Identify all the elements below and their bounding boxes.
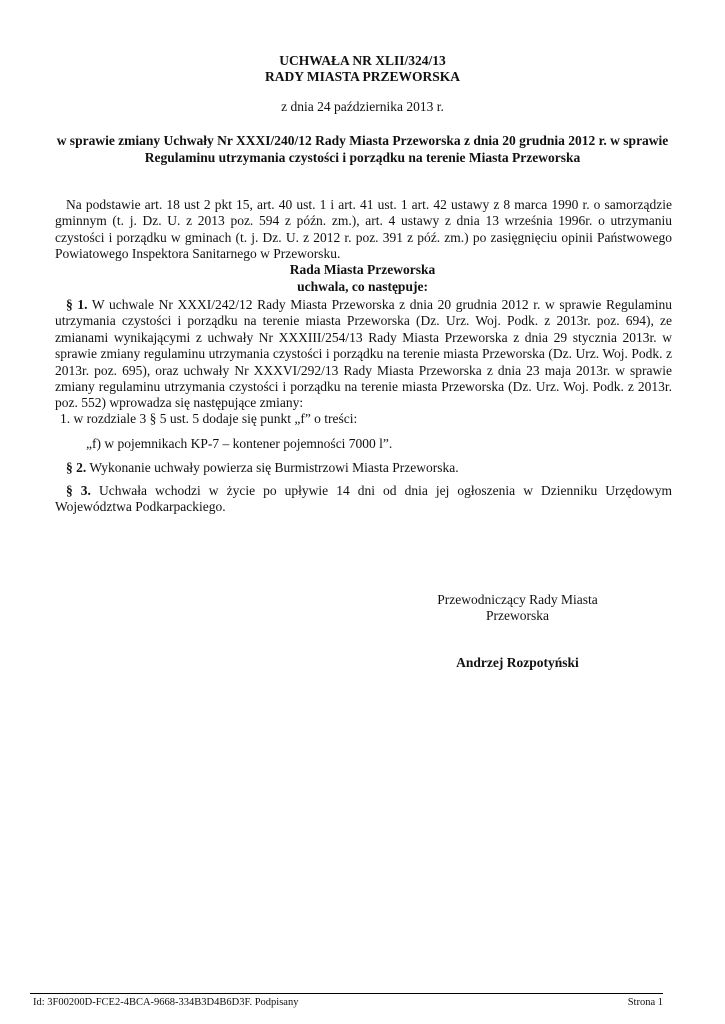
resolves-heading-line-1: Rada Miasta Przeworska — [289, 262, 436, 277]
section-2-number: § 2. — [66, 460, 87, 475]
signatory-role-line-1: Przewodniczący Rady Miasta — [437, 592, 598, 607]
section-2-text: Wykonanie uchwały powierza się Burmistrzowi Miasta Przeworska. — [86, 460, 459, 475]
section-1-number: § 1. — [66, 297, 88, 312]
section-1-item-1-quote: „f) w pojemnikach KP-7 – kontener pojemności 7000 l”. — [86, 436, 393, 451]
section-1-item-1: 1. w rozdziale 3 § 5 ust. 5 dodaje się punkt „f” o treści: — [60, 411, 358, 426]
resolves-heading-line-2: uchwala, co następuje: — [297, 279, 428, 294]
section-2-paragraph — [55, 460, 672, 476]
subject-line-2: Regulaminu utrzymania czystości i porządku na terenie Miasta Przeworska — [144, 150, 581, 165]
section-1-text: W uchwale Nr XXXI/242/12 Rady Miasta Przeworska z dnia 20 grudnia 2012 r. w sprawie Regulaminu utrzymania czystości i porządku na terenie miasta Przeworska (Dz. Urz. Woj. Podk. z 2013r. poz. 694), ze zmianami wynikającymi z uchwały Nr XXXIII/254/13 Rady Miasta Przeworska z dnia 29 stycznia 2013r. w sprawie zmiany regulaminu utrzymania czystości i porządku na terenie miasta Przeworska (Dz. Urz. Woj. Podk. z 2013r. poz. 695), oraz uchwały Nr XXXVI/292/13 Rady Miasta Przeworska z dnia 23 maja 2013r. w sprawie zmiany regulaminu utrzymania czystości i porządku na terenie miasta Przeworska (Dz. Urz. Woj. Podk. z 2013r. poz. 552) wprowadza się następujące zmiany: — [55, 297, 672, 411]
subject-line-1: w sprawie zmiany Uchwały Nr XXXI/240/12 Rady Miasta Przeworska z dnia 20 grudnia 2012 r. w sprawie — [56, 133, 669, 148]
resolution-title: UCHWAŁA NR XLII/324/13 — [279, 53, 446, 68]
preamble-paragraph: Na podstawie art. 18 ust 2 pkt 15, art. 40 ust. 1 i art. 41 ust. 1 art. 42 ustawy z 8 marca 1990 r. o samorządzie gminnym (t. j. Dz. U. z 2013 poz. 594 z późn. zm.), art. 4 ustawy z dnia 13 września 1996r. o utrzymaniu czystości i porządku w gminach (t. j. Dz. U. z 2012 r. poz. 391 z póź. zm.) po zasięgnięciu opinii Państwowego Powiatowego Inspektora Sanitarnego w Przeworsku. — [55, 197, 672, 262]
resolution-subject — [40, 132, 685, 166]
signatory-role-line-2: Przeworska — [486, 608, 549, 623]
section-3-number: § 3. — [66, 483, 91, 498]
section-3-text: Uchwała wchodzi w życie po upływie 14 dni od dnia jej ogłoszenia w Dzienniku Urzędowym Województwa Podkarpackiego. — [55, 483, 673, 515]
section-3-paragraph — [55, 483, 672, 516]
resolution-date: z dnia 24 października 2013 r. — [281, 99, 444, 114]
footer-document-id: Id: 3F00200D-FCE2-4BCA-9668-334B3D4B6D3F. Podpisany — [33, 997, 299, 1008]
footer-page-number: Strona 1 — [627, 997, 663, 1008]
section-1-paragraph — [55, 297, 672, 412]
footer-divider — [30, 993, 663, 994]
council-name: RADY MIASTA PRZEWORSKA — [264, 69, 461, 84]
signatory-name: Andrzej Rozpotyński — [456, 655, 579, 670]
